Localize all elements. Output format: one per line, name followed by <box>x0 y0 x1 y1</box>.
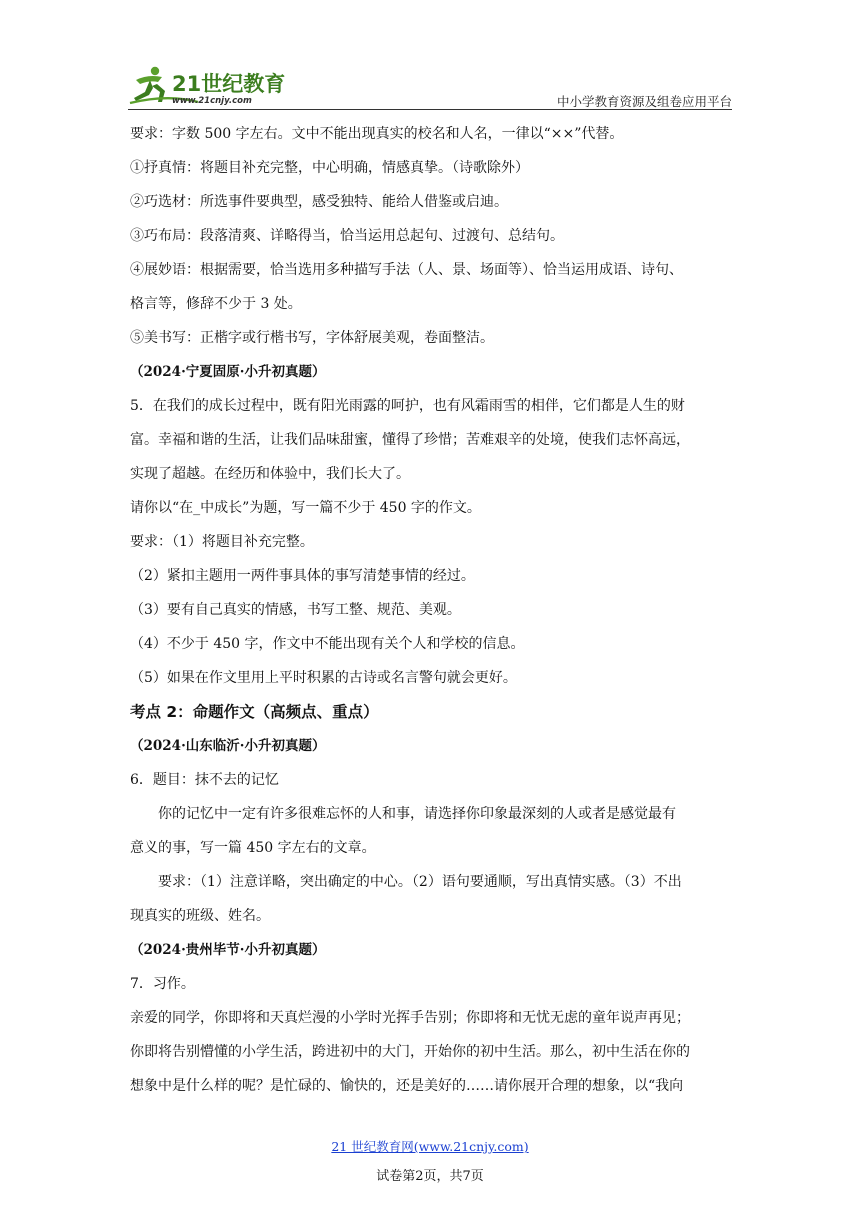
svg-text:21世纪教育: 21世纪教育 <box>172 72 286 96</box>
text-line: 7．习作。 <box>130 976 195 992</box>
source-tag: （2024·贵州毕节·小升初真题） <box>130 942 326 958</box>
text-line: 要求：字数 500 字左右。文中不能出现真实的校名和人名，一律以“××”代替。 <box>130 126 624 142</box>
text-line: 富。幸福和谐的生活，让我们品味甜蜜，懂得了珍惜；苦难艰辛的处境，使我们志怀高远， <box>130 432 690 448</box>
text-line: 亲爱的同学，你即将和天真烂漫的小学时光挥手告别；你即将和无忧无虑的童年说声再见； <box>130 1010 690 1026</box>
text-line-indented: 你的记忆中一定有许多很难忘怀的人和事，请选择你印象最深刻的人或者是感觉最有 <box>158 806 676 822</box>
text-line: （5）如果在作文里用上平时积累的古诗或名言警句就会更好。 <box>130 670 517 686</box>
text-line: 想象中是什么样的呢？是忙碌的、愉快的，还是美好的……请你展开合理的想象，以“我向 <box>130 1078 684 1094</box>
text-line: ③巧布局：段落清爽、详略得当，恰当运用总起句、过渡句、总结句。 <box>130 228 564 244</box>
footer-site-link[interactable]: 21 世纪教育网(www.21cnjy.com) <box>331 1139 529 1154</box>
text-line: 你即将告别懵懂的小学生活，跨进初中的大门，开始你的初中生活。那么，初中生活在你的 <box>130 1044 690 1060</box>
text-line: 6．题目：抹不去的记忆 <box>130 772 279 788</box>
text-line: ⑤美书写：正楷字或行楷书写，字体舒展美观，卷面整洁。 <box>130 330 494 346</box>
text-line: 实现了超越。在经历和体验中，我们长大了。 <box>130 466 410 482</box>
text-line: 请你以“在_中成长”为题，写一篇不少于 450 字的作文。 <box>130 500 481 516</box>
header-divider <box>128 109 732 110</box>
site-logo[interactable] <box>128 64 288 108</box>
source-tag: （2024·宁夏固原·小升初真题） <box>130 364 326 380</box>
text-line-indented: 要求：（1）注意详略，突出确定的中心。（2）语句要通顺，写出真情实感。（3）不出 <box>158 874 682 890</box>
text-line: 意义的事，写一篇 450 字左右的文章。 <box>130 840 376 856</box>
text-line: （2）紧扣主题用一两件事具体的事写清楚事情的经过。 <box>130 568 475 584</box>
runner-logo-icon <box>128 64 288 108</box>
text-line: 现真实的班级、姓名。 <box>130 908 270 924</box>
page-number: 试卷第2页，共7页 <box>376 1169 484 1184</box>
text-line: 要求：（1）将题目补充完整。 <box>130 534 314 550</box>
question-body <box>130 117 732 1103</box>
text-line: ②巧选材：所选事件要典型，感受独特、能给人借鉴或启迪。 <box>130 194 508 210</box>
source-tag: （2024·山东临沂·小升初真题） <box>130 738 326 754</box>
text-line: 格言等，修辞不少于 3 处。 <box>130 296 302 312</box>
text-line: （4）不少于 450 字，作文中不能出现有关个人和学校的信息。 <box>130 636 525 652</box>
platform-name: 中小学教育资源及组卷应用平台 <box>556 94 732 109</box>
page-header <box>128 64 732 110</box>
section-heading: 考点 2：命题作文（高频点、重点） <box>130 703 379 721</box>
text-line: ①抒真情：将题目补充完整，中心明确，情感真挚。（诗歌除外） <box>130 160 529 176</box>
text-line: （3）要有自己真实的情感，书写工整、规范、美观。 <box>130 602 461 618</box>
svg-text:www.21cnjy.com: www.21cnjy.com <box>172 96 252 106</box>
text-line: 5．在我们的成长过程中，既有阳光雨露的呵护，也有风霜雨雪的相伴，它们都是人生的财 <box>130 398 685 414</box>
text-line: ④展妙语：根据需要，恰当选用多种描写手法（人、景、场面等）、恰当运用成语、诗句、 <box>130 262 683 278</box>
